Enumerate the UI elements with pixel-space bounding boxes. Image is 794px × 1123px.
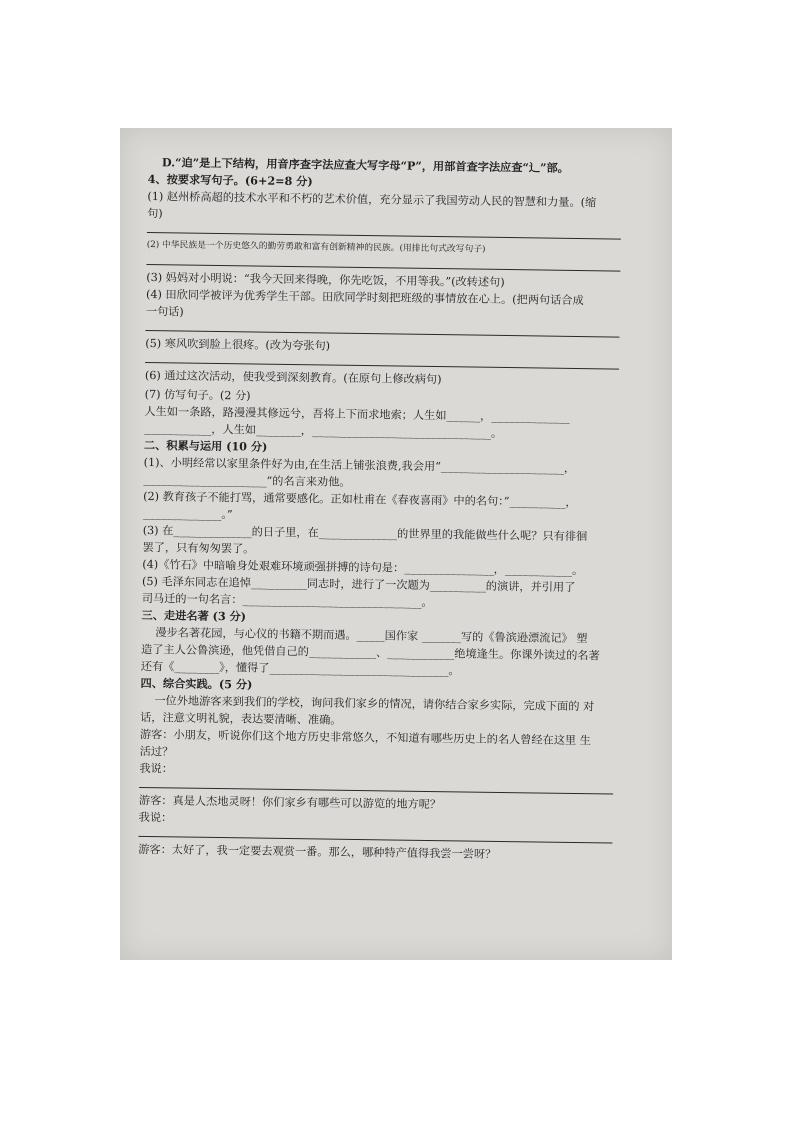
s4-intro-line-1: 一位外地游客来到我们的学校，询问我们家乡的情况，请你结合家乡实际，完成下面的 对 <box>154 694 595 714</box>
section-2-heading: 二、积累与运用 (10 分) <box>143 437 268 454</box>
q4-7-prompt: (7) 仿写句子。(2 分) <box>144 387 251 403</box>
s2-q1-line-1: (1)、小明经常以家里条件好为由,在生活上铺张浪费,我会用“______________________， <box>143 455 576 475</box>
s3-line-3: 还有《________》，懂得了________________________________。 <box>140 659 460 678</box>
s2-q1-line-2: ______________________”的名言来劝他。 <box>143 472 351 489</box>
s2-q2-line-2: ______________。” <box>142 506 233 522</box>
exam-sheet-photo <box>120 128 672 960</box>
s2-q5-line-2: 司马迁的一句名言：________________________________。 <box>141 591 433 610</box>
q4-5-prompt: (5) 寒风吹到脸上很疼。(改为夸张句) <box>145 336 331 353</box>
exam-text <box>138 154 622 865</box>
my-answer-2-label: 我说： <box>138 810 173 825</box>
s4-intro-line-2: 话，注意文明礼貌，表达要清晰、准确。 <box>140 710 342 727</box>
s2-q3-line-1: (3) 在______________的日子里，在______________的世界里的我能做些什么呢？只有徘徊 <box>142 523 588 544</box>
q4-7-line-2: ____________，人生如________，________________________________。 <box>144 421 503 440</box>
s2-q4-line: (4)《竹石》中暗喻身处艰难环境顽强拼搏的诗句是：________________，____________。 <box>142 557 584 578</box>
tourist-question-1: 游客：小朋友，听说你们这个地方历史非常悠久，不知道有哪些历史上的名人曾经在这里 生 <box>139 727 592 748</box>
my-answer-1-label: 我说： <box>139 761 174 776</box>
q4-4-prompt-cont: 一句话) <box>145 304 184 319</box>
q4-6-prompt: (6) 通过这次活动，使我受到深刻教育。(在原句上修改病句) <box>144 368 442 387</box>
tourist-question-3: 游客：太好了，我一定要去观赏一番。那么，哪种特产值得我尝一尝呀？ <box>138 842 497 861</box>
question-4-heading: 4、按要求写句子。(6+2=8 分) <box>147 171 313 189</box>
section-4-heading: 四、综合实践。(5 分) <box>140 675 253 692</box>
section-3-heading: 三、走进名著 (3 分) <box>141 607 247 624</box>
s3-line-2: 造了主人公鲁滨逊，他凭借自己的____________、____________绝境逢生。你课外读过的名著 <box>140 642 600 663</box>
q4-3-prompt: (3) 妈妈对小明说：“我今天回来得晚，你先吃饭，不用等我。”(改转述句) <box>146 270 505 289</box>
tourist-question-1-cont: 活过？ <box>139 744 174 759</box>
s2-q2-line-1: (2) 教育孩子不能打骂，通常要感化。正如杜甫在《春夜喜雨》中的名句：”__________， <box>143 489 577 510</box>
q4-4-prompt: (4) 田欣同学被评为优秀学生干部。田欣同学时刻把班级的事情放在心上。(把两句话合成 <box>145 287 584 308</box>
tourist-question-2: 游客：真是人杰地灵呀！你们家乡有哪些可以游览的地方呢？ <box>138 793 442 812</box>
q4-1-prompt: (1) 赵州桥高超的技术水平和不朽的艺术价值，充分显示了我国劳动人民的智慧和力量。(缩 <box>147 189 597 210</box>
q4-7-line-1: 人生如一条路，路漫漫其修远兮，吾将上下而求地索；人生如______，______________ <box>144 404 570 424</box>
q4-2-prompt: (2) 中华民族是一个历史悠久的勤劳勇敢和富有创新精神的民族。(用排比句式改写句子) <box>146 239 486 255</box>
option-d-line: D.“迫”是上下结构，用音序查字法应查大写字母“P”，用部首查字法应查“辶”部。 <box>161 155 569 175</box>
s2-q5-line-1: (5) 毛泽东同志在追悼__________同志时，进行了一次题为__________的演讲，并引用了 <box>141 574 576 595</box>
s3-line-1: 漫步名著花园，与心仪的书籍不期而遇。_____国作家 _______写的《鲁滨逊漂流记》 塑 <box>155 626 588 646</box>
s2-q3-line-2: 罢了，只有匆匆罢了。 <box>142 540 255 556</box>
q4-1-prompt-cont: 句) <box>147 206 163 221</box>
